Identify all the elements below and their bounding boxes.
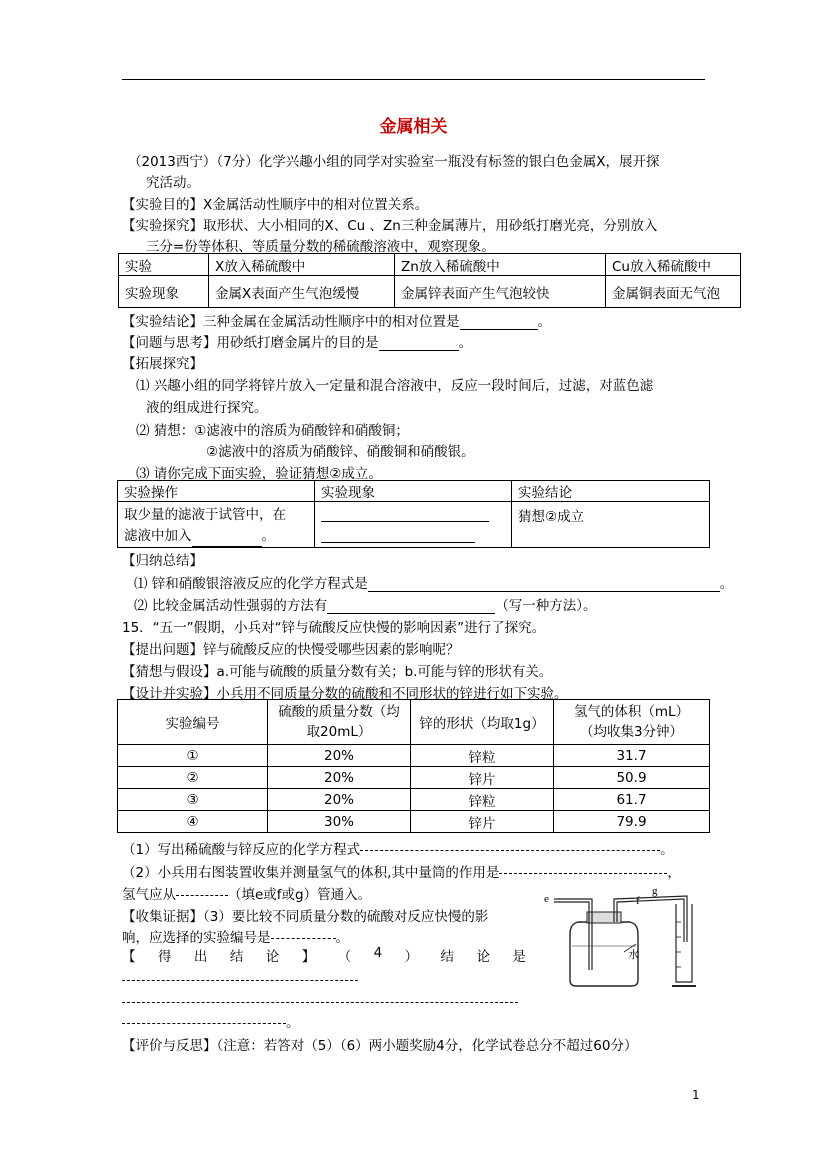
question-15: 15．“五一”假期，小兵对“锌与硫酸反应快慢的影响因素”进行了探究。 bbox=[122, 620, 546, 636]
table-cell: ③ bbox=[118, 789, 268, 811]
collect-line-1: 【收集证据】（3）要比较不同质量分数的硫酸对反应快慢的影 bbox=[122, 909, 489, 925]
summary-1 bbox=[134, 572, 733, 592]
summary-2-text: ⑵ 比较金属活动性强弱的方法有 bbox=[134, 598, 328, 614]
period: 。 bbox=[537, 314, 551, 330]
summary-2 bbox=[134, 594, 597, 614]
table-cell: ① bbox=[118, 745, 268, 767]
extend-2-guess-2: ②滤液中的溶质为硝酸锌、硝酸铜和硝酸银。 bbox=[206, 444, 475, 460]
conclusion-char: 论 bbox=[265, 949, 280, 965]
table-header bbox=[554, 700, 710, 745]
purpose-text: 【实验目的】X金属活动性顺序中的相对位置关系。 bbox=[122, 197, 429, 213]
header-rule bbox=[122, 79, 705, 80]
answer-blank[interactable] bbox=[122, 979, 358, 981]
table-cell: X放入稀硫酸中 bbox=[209, 254, 395, 276]
conclusion-char: ） bbox=[404, 949, 419, 965]
part-2 bbox=[122, 861, 681, 881]
period: 。 bbox=[458, 335, 472, 351]
table-row bbox=[118, 811, 710, 833]
operation-text: 滤液中加入 bbox=[124, 528, 192, 544]
part-2b-text: 氢气应从 bbox=[122, 887, 176, 903]
table-cell bbox=[118, 502, 315, 548]
table-cell: Cu放入稀硫酸中 bbox=[606, 254, 741, 276]
table-cell: 79.9 bbox=[554, 811, 710, 833]
table-row bbox=[118, 767, 710, 789]
answer-blank[interactable] bbox=[192, 546, 262, 547]
answer-blank[interactable] bbox=[360, 849, 660, 851]
label-water: 水 bbox=[628, 948, 639, 961]
extend-3: ⑶ 请你完成下面实验，验证猜想②成立。 bbox=[136, 466, 382, 482]
table-cell: 50.9 bbox=[554, 767, 710, 789]
period: 。 bbox=[261, 528, 275, 544]
conclusion-char: 】 bbox=[301, 949, 316, 965]
extend-heading: 【拓展探究】 bbox=[122, 356, 203, 372]
conclusion-char: 是 bbox=[512, 949, 526, 965]
table-header bbox=[411, 700, 554, 745]
table-cell: 锌片 bbox=[411, 811, 554, 833]
conclusion-char: 得 bbox=[157, 949, 172, 965]
apparatus-figure bbox=[540, 882, 710, 992]
observation-table bbox=[118, 253, 741, 308]
table-cell: 猜想②成立 bbox=[512, 502, 710, 548]
part-1-text: （1）写出稀硫酸与锌反应的化学方程式 bbox=[122, 842, 361, 858]
table-cell: 20% bbox=[268, 745, 411, 767]
table-cell: 31.7 bbox=[554, 745, 710, 767]
summary-2-end: （写一种方法）。 bbox=[495, 598, 597, 614]
label-f: f bbox=[636, 895, 640, 907]
raise-question: 【提出问题】锌与硫酸反应的快慢受哪些因素的影响呢？ bbox=[122, 642, 460, 658]
question-text: 【问题与思考】用砂纸打磨金属片的目的是 bbox=[122, 335, 379, 351]
header-text: 氢气的体积（mL） bbox=[573, 704, 690, 720]
intro-line-2: 究活动。 bbox=[146, 175, 200, 191]
answer-blank[interactable] bbox=[122, 1022, 286, 1024]
page-title: 金属相关 bbox=[379, 117, 448, 137]
conclusion-char: 出 bbox=[193, 949, 208, 965]
table-cell: 锌粒 bbox=[411, 789, 554, 811]
answer-blank[interactable] bbox=[271, 937, 336, 939]
answer-blank[interactable] bbox=[368, 591, 720, 592]
table-cell: 实验结论 bbox=[512, 481, 710, 502]
table-cell: ④ bbox=[118, 811, 268, 833]
collect-text: 响，应选择的实验编号是 bbox=[122, 930, 271, 946]
table-cell: ② bbox=[118, 767, 268, 789]
explore-line-1: 【实验探究】取形状、大小相同的X、Cu 、Zn三种金属薄片，用砂纸打磨光亮，分别放入 bbox=[122, 218, 658, 234]
conclusion-char: （ bbox=[337, 949, 352, 965]
header-text: （均收集3分钟） bbox=[579, 724, 684, 740]
conclusion-end bbox=[122, 1011, 300, 1031]
table-cell: 金属锌表面产生气泡较快 bbox=[395, 276, 606, 308]
period: 。 bbox=[719, 576, 734, 592]
intro-line-1: （2013西宁）（7分）化学兴趣小组的同学对实验室一瓶没有标签的银白色金属X，展开探 bbox=[128, 154, 660, 170]
answer-blank[interactable] bbox=[327, 613, 495, 614]
header-text: 实验编号 bbox=[165, 716, 220, 732]
table-cell: 实验现象 bbox=[315, 481, 512, 502]
table-cell: 实验操作 bbox=[118, 481, 315, 502]
table-header bbox=[118, 700, 268, 745]
table-cell: 实验现象 bbox=[119, 276, 209, 308]
part-2b bbox=[122, 883, 371, 903]
part-2-text: （2）小兵用右图装置收集并测量氢气的体积,其中量筒的作用是 bbox=[122, 865, 500, 881]
table-cell: 61.7 bbox=[554, 789, 710, 811]
answer-blank[interactable] bbox=[460, 329, 538, 330]
operation-line-1: 取少量的滤液于试管中，在 bbox=[124, 507, 286, 523]
experiment-table bbox=[117, 699, 710, 833]
operation-line-2 bbox=[124, 526, 308, 547]
table-row bbox=[118, 745, 710, 767]
part-1 bbox=[122, 838, 674, 858]
table-cell: Zn放入稀硫酸中 bbox=[395, 254, 606, 276]
table-cell bbox=[315, 502, 512, 548]
comma: ， bbox=[667, 865, 681, 881]
table-cell: 金属X表面产生气泡缓慢 bbox=[209, 276, 395, 308]
page-number: 1 bbox=[692, 1088, 700, 1102]
conclusion-char: 结 bbox=[229, 949, 244, 965]
tube-e bbox=[554, 899, 592, 970]
answer-blank[interactable] bbox=[321, 505, 489, 522]
table-cell: 锌粒 bbox=[411, 745, 554, 767]
design: 【设计并实验】小兵用不同质量分数的硫酸和不同形状的锌进行如下实验。 bbox=[122, 686, 568, 702]
hypothesis: 【猜想与假设】a.可能与硫酸的质量分数有关；b.可能与锌的形状有关。 bbox=[122, 664, 553, 680]
conclusion-char: 【 bbox=[122, 949, 136, 965]
conclusion-char: 结 bbox=[440, 949, 455, 965]
answer-blank[interactable] bbox=[379, 350, 459, 351]
extend-2-guess-1: ⑵ 猜想：①滤液中的溶质为硝酸锌和硝酸铜； bbox=[136, 423, 409, 439]
period: 。 bbox=[660, 842, 674, 858]
answer-blank[interactable] bbox=[176, 894, 228, 896]
question-line bbox=[122, 331, 472, 351]
extend-1-line-1: ⑴ 兴趣小组的同学将锌片放入一定量和混合溶液中，反应一段时间后，过滤，对蓝色滤 bbox=[136, 378, 654, 394]
extend-1-line-2: 液的组成进行探究。 bbox=[146, 400, 268, 416]
label-g: g bbox=[652, 885, 658, 897]
table-cell: 30% bbox=[268, 811, 411, 833]
evaluate-line: 【评价与反思】（注意：若答对（5）（6）两小题奖励4分，化学试卷总分不超过60分） bbox=[122, 1038, 638, 1054]
conclusion-text: 【实验结论】三种金属在金属活动性顺序中的相对位置是 bbox=[122, 314, 460, 330]
summary-1-text: ⑴ 锌和硝酸银溶液反应的化学方程式是 bbox=[134, 576, 368, 592]
conclusion-heading bbox=[122, 945, 526, 965]
header-text: 硫酸的质量分数（均 bbox=[278, 704, 400, 720]
answer-blank[interactable] bbox=[122, 1001, 518, 1003]
period: 。 bbox=[286, 1015, 300, 1031]
conclusion-char: 4 bbox=[373, 945, 383, 961]
collect-line-2 bbox=[122, 926, 349, 946]
summary-heading: 【归纳总结】 bbox=[122, 553, 203, 569]
explore-line-2: 三分=份等体积、等质量分数的稀硫酸溶液中，观察现象。 bbox=[146, 239, 495, 255]
period: 。 bbox=[335, 930, 349, 946]
header-text: 锌的形状（均取1g） bbox=[419, 716, 545, 732]
part-2b-end: （填e或f或g）管通入。 bbox=[228, 887, 372, 903]
table-row bbox=[118, 789, 710, 811]
table-cell: 20% bbox=[268, 789, 411, 811]
verify-table bbox=[117, 480, 710, 548]
conclusion-char: 论 bbox=[476, 949, 490, 965]
header-text: 取20mL） bbox=[306, 724, 372, 740]
table-cell: 实验 bbox=[119, 254, 209, 276]
answer-blank[interactable] bbox=[321, 522, 475, 543]
table-cell: 20% bbox=[268, 767, 411, 789]
table-cell: 锌片 bbox=[411, 767, 554, 789]
answer-blank[interactable] bbox=[499, 872, 667, 874]
table-cell: 金属铜表面无气泡 bbox=[606, 276, 741, 308]
conclusion-line bbox=[122, 310, 551, 330]
table-header bbox=[268, 700, 411, 745]
label-e: e bbox=[544, 893, 549, 905]
